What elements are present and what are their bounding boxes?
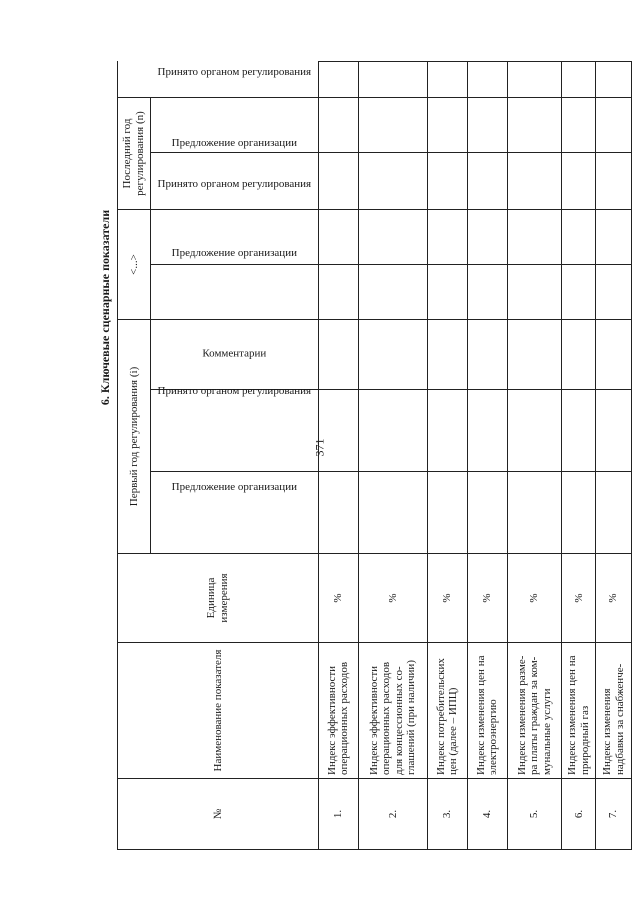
table-row (507, 61, 561, 849)
cell-mid-accepted (596, 210, 632, 265)
cell-trailing (427, 61, 467, 97)
cell-last-proposal (318, 153, 358, 210)
section-title: 6. Ключевые сценарные показатели (96, 61, 117, 553)
cell-last-proposal (467, 153, 507, 210)
cell-mid-accepted (467, 210, 507, 265)
cell-comments (596, 320, 632, 390)
row-name: Индекс изменения цен на электроэнергию (467, 643, 507, 779)
header-mid-proposal (151, 247, 319, 320)
table-row (562, 61, 596, 849)
header-last-year: Последний год регулирования (n) (117, 98, 150, 210)
row-number: 4. (467, 779, 507, 850)
cell-last-proposal (507, 153, 561, 210)
cell-comments (562, 320, 596, 390)
header-ellipsis: <...> (117, 210, 150, 320)
cell-first-accepted (359, 390, 428, 472)
row-unit: % (427, 554, 467, 643)
cell-last-proposal (359, 153, 428, 210)
row-number: 6. (562, 779, 596, 850)
table-row (467, 61, 507, 849)
cell-mid-proposal (467, 265, 507, 320)
cell-mid-proposal (318, 265, 358, 320)
row-number: 1. (318, 779, 358, 850)
group-header-row (117, 61, 150, 849)
cell-last-accepted (427, 98, 467, 153)
cell-trailing (318, 61, 358, 97)
cell-trailing (359, 61, 428, 97)
cell-last-proposal (596, 153, 632, 210)
cell-first-proposal (318, 472, 358, 554)
row-unit: % (562, 554, 596, 643)
row-number: 5. (507, 779, 561, 850)
cell-last-accepted (467, 98, 507, 153)
cell-comments (318, 320, 358, 390)
cell-mid-proposal (427, 265, 467, 320)
cell-first-proposal (467, 472, 507, 554)
row-name: Индекс изменения цен на природный газ (562, 643, 596, 779)
cell-comments (427, 320, 467, 390)
cell-first-accepted (467, 390, 507, 472)
cell-first-accepted (507, 390, 561, 472)
cell-last-accepted (562, 98, 596, 153)
cell-mid-accepted (318, 210, 358, 265)
cell-mid-accepted (359, 210, 428, 265)
cell-mid-proposal (507, 265, 561, 320)
row-unit: % (318, 554, 358, 643)
cell-trailing (562, 61, 596, 97)
header-first-accepted-text: Принято органом регулирования (157, 384, 312, 397)
header-unit: Единица измерения (117, 554, 318, 643)
row-name: Индекс потребительских цен (далее – ИПЦ) (427, 643, 467, 779)
cell-first-accepted (427, 390, 467, 472)
header-first-proposal (151, 472, 319, 554)
cell-mid-accepted (562, 210, 596, 265)
cell-mid-proposal (359, 265, 428, 320)
row-name: Индекс изменения разме-ра платы граждан за ком-мунальные услуги (507, 643, 561, 779)
row-name: Индекс эффективности операционных расходов для концессионных со-глашений (при наличии) (359, 643, 428, 779)
cell-first-accepted (596, 390, 632, 472)
row-number: 2. (359, 779, 428, 850)
header-first-year: Первый год регулирования (i) (117, 320, 150, 554)
row-number: 7. (596, 779, 632, 850)
cell-first-proposal (562, 472, 596, 554)
cell-trailing (467, 61, 507, 97)
row-unit: % (467, 554, 507, 643)
table-row (427, 61, 467, 849)
cell-last-accepted (359, 98, 428, 153)
cell-first-accepted (562, 390, 596, 472)
key-indicators-table (96, 61, 632, 850)
cell-last-accepted (318, 98, 358, 153)
cell-last-accepted (596, 98, 632, 153)
header-num: № (117, 779, 318, 850)
header-comments-text: Комментарии (202, 347, 267, 360)
page-number: 371 (312, 438, 327, 457)
cell-mid-proposal (596, 265, 632, 320)
header-first-proposal-text: Предложение организации (171, 481, 298, 494)
header-comments (151, 320, 319, 390)
row-unit: % (359, 554, 428, 643)
cell-comments (359, 320, 428, 390)
header-mid-proposal-text: Предложение организации (171, 247, 298, 260)
caption-spacer (96, 554, 117, 850)
cell-last-proposal (427, 153, 467, 210)
table-row (359, 61, 428, 849)
cell-last-accepted (507, 98, 561, 153)
cell-first-proposal (427, 472, 467, 554)
header-name: Наименование показателя (117, 643, 318, 779)
header-first-accepted (151, 384, 319, 472)
cell-first-accepted (318, 390, 358, 472)
cell-last-proposal (562, 153, 596, 210)
row-unit: % (596, 554, 632, 643)
header-mid-accepted-text: Принято органом регулирования (157, 177, 312, 190)
cell-first-proposal (596, 472, 632, 554)
table-row (318, 61, 358, 849)
row-name: Индекс изменения надбавки за снабженче- (596, 643, 632, 779)
cell-first-proposal (359, 472, 428, 554)
cell-mid-accepted (507, 210, 561, 265)
rotated-table-container (96, 62, 632, 850)
row-name: Индекс эффективности операционных расходов (318, 643, 358, 779)
header-last-proposal-text: Предложение организации (171, 137, 298, 150)
cell-first-proposal (507, 472, 561, 554)
row-number: 3. (427, 779, 467, 850)
cell-trailing (596, 61, 632, 97)
table-row (596, 61, 632, 849)
cell-mid-accepted (427, 210, 467, 265)
cell-trailing (507, 61, 561, 97)
row-unit: % (507, 554, 561, 643)
cell-comments (467, 320, 507, 390)
table-caption-row (96, 61, 117, 849)
header-last-accepted-text: Принято органом регулирования (157, 65, 312, 78)
cell-comments (507, 320, 561, 390)
cell-mid-proposal (562, 265, 596, 320)
